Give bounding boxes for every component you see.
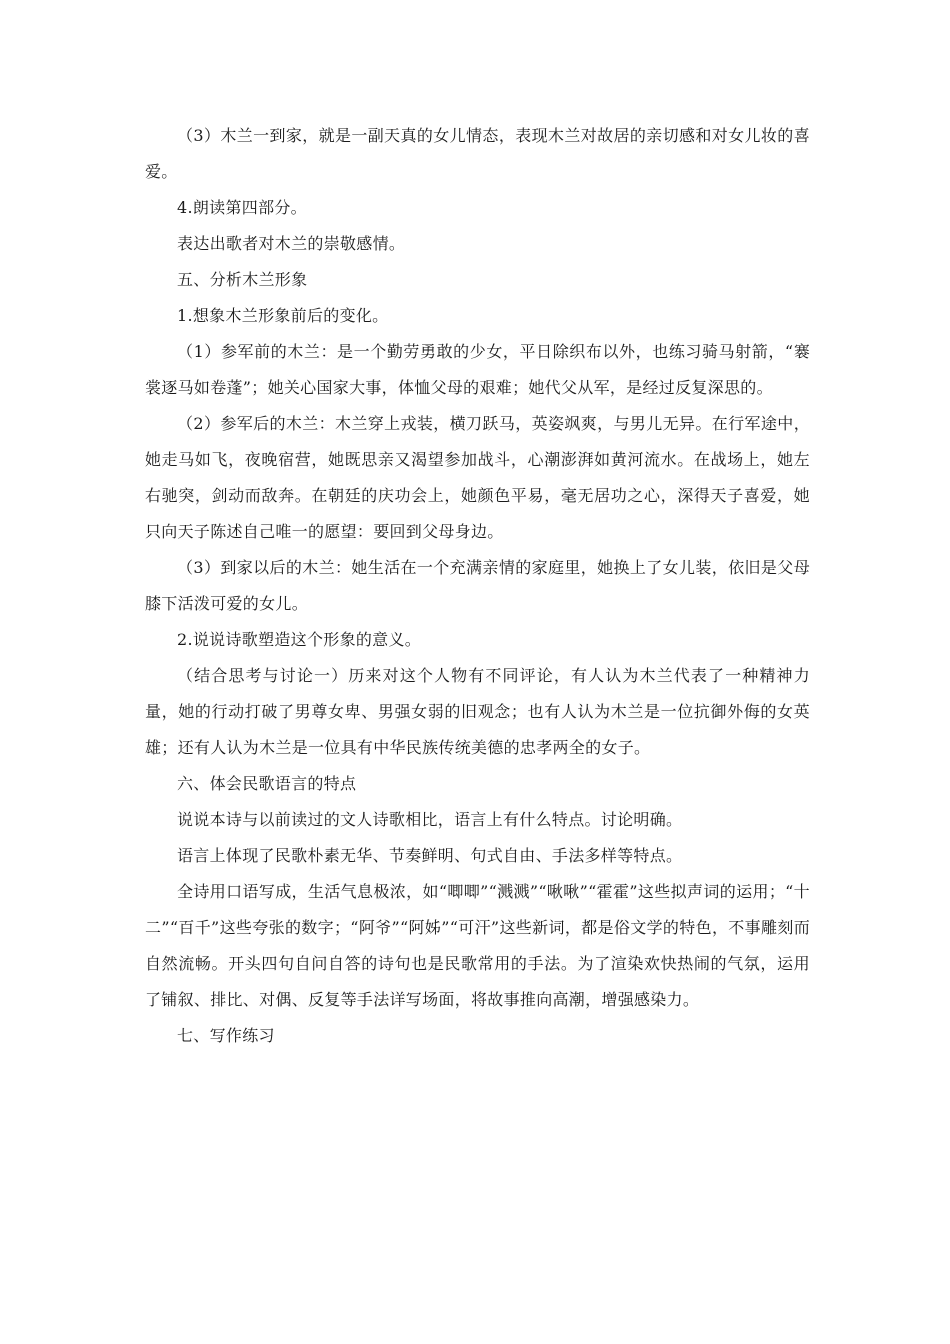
paragraph-singer-admiration: 表达出歌者对木兰的崇敬感情。 <box>177 234 406 253</box>
section-heading-writing-practice: 七、写作练习 <box>177 1026 275 1045</box>
paragraph-compare-poems: 说说本诗与以前读过的文人诗歌相比，语言上有什么特点。讨论明确。 <box>177 810 683 829</box>
paragraph-image-meaning: 2.说说诗歌塑造这个形象的意义。 <box>177 630 422 649</box>
paragraph-imagine-changes: 1.想象木兰形象前后的变化。 <box>177 306 389 325</box>
paragraph-comments: （结合思考与讨论一）历来对这个人物有不同评论，有人认为木兰代表了一种精神力量，她的行动打破了男尊女卑、男强女弱的旧观念；也有人认为木兰是一位抗御外侮的女英雄；还有人认为木兰是一位具有中华民族传统美德的忠孝两全的女子。 <box>145 666 810 757</box>
paragraph-colloquial-details: 全诗用口语写成，生活气息极浓，如“唧唧”“溅溅”“啾啾”“霍霍”这些拟声词的运用；“十二”“百千”这些夸张的数字；“阿爷”“阿姊”“可汗”这些新词，都是俗文学的特色，不事雕刻而自然流畅。开头四句自问自答的诗句也是民歌常用的手法。为了渲染欢快热闹的气氛，运用了铺叙、排比、对偶、反复等手法详写场面，将故事推向高潮，增强感染力。 <box>145 882 810 1009</box>
paragraph-before-army: （1）参军前的木兰：是一个勤劳勇敢的少女，平日除织布以外，也练习骑马射箭，“褰裳逐马如卷蓬”；她关心国家大事，体恤父母的艰难；她代父从军，是经过反复深思的。 <box>145 342 810 397</box>
paragraph-mulan-home-mood: （3）木兰一到家，就是一副天真的女儿情态，表现木兰对故居的亲切感和对女儿妆的喜爱。 <box>145 126 810 181</box>
section-heading-folk-language: 六、体会民歌语言的特点 <box>177 774 357 793</box>
paragraph-after-army: （2）参军后的木兰：木兰穿上戎装，横刀跃马，英姿飒爽，与男儿无异。在行军途中，她走马如飞，夜晚宿营，她既思亲又渴望参加战斗，心潮澎湃如黄河流水。在战场上，她左右驰突，剑动而敌奔。在朝廷的庆功会上，她颜色平易，毫无居功之心，深得天子喜爱，她只向天子陈述自己唯一的愿望：要回到父母身边。 <box>145 414 810 541</box>
document-page <box>145 118 810 1054</box>
section-heading-analyze-image: 五、分析木兰形象 <box>177 270 308 289</box>
paragraph-language-features: 语言上体现了民歌朴素无华、节奏鲜明、句式自由、手法多样等特点。 <box>177 846 683 865</box>
paragraph-back-home: （3）到家以后的木兰：她生活在一个充满亲情的家庭里，她换上了女儿装，依旧是父母膝下活泼可爱的女儿。 <box>145 558 810 613</box>
paragraph-read-part-four: 4.朗读第四部分。 <box>177 198 307 217</box>
